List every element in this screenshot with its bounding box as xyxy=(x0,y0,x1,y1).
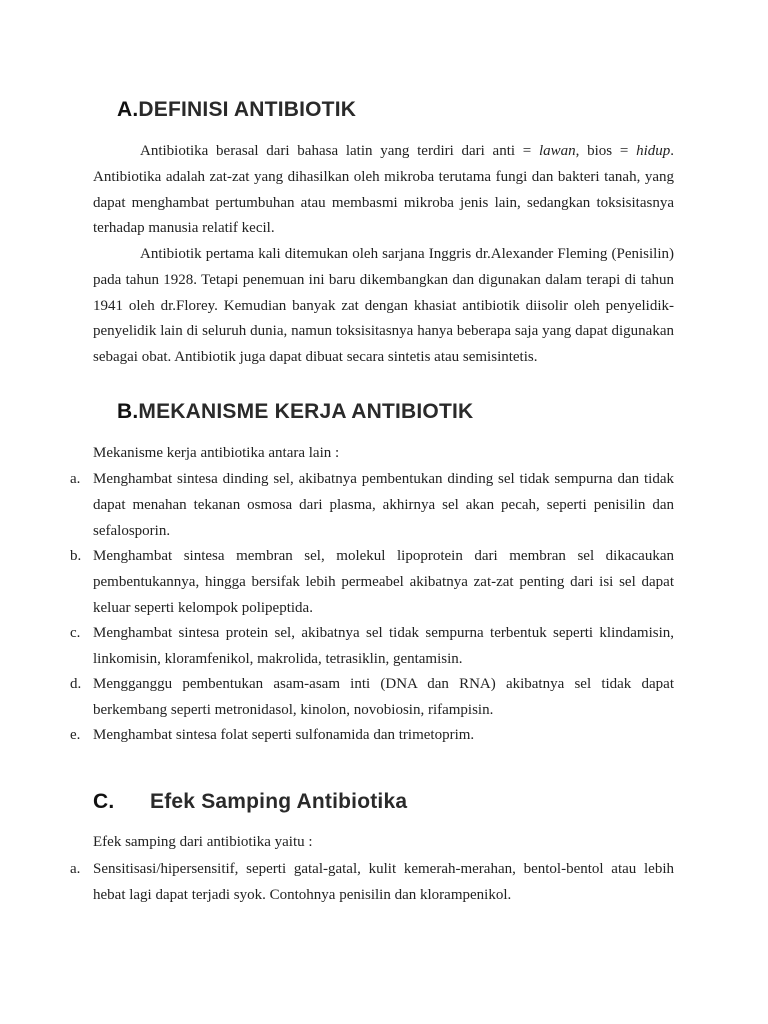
section-a-heading xyxy=(117,98,356,122)
list-item: Mengganggu pembentukan asam-asam inti (DNA dan RNA) akibatnya sel tidak dapat berkembang seperti metronidasol, kinolon, novobiosin, rifampisin. xyxy=(93,676,674,718)
section-b-prefix: B. xyxy=(117,400,139,423)
list-marker: b. xyxy=(70,548,82,564)
section-b-heading xyxy=(117,400,473,424)
list-item: Sensitisasi/hipersensitif, seperti gatal-gatal, kulit kemerah-merahan, bentol-bentol atau lebih hebat lagi dapat terjadi syok. Contohnya penisilin dan klorampenikol. xyxy=(93,861,674,903)
section-a-prefix: A. xyxy=(117,98,139,121)
section-a-title: DEFINISI ANTIBIOTIK xyxy=(138,98,357,121)
term-hidup: hidup xyxy=(636,143,671,159)
para1-text-mid: , bios = xyxy=(575,143,637,159)
list-marker: d. xyxy=(70,676,82,692)
list-marker: a. xyxy=(70,861,81,877)
list-item: Menghambat sintesa membran sel, molekul lipoprotein dari membran sel dikacaukan pembentukannya, hingga bersifak lebih permeabel akibatnya zat-zat penting dari isi sel dapat keluar seperti kelompok polipeptida. xyxy=(93,548,674,616)
para1-text-end: . Antibiotika adalah zat-zat yang dihasilkan oleh mikroba terutama fungi dan bakteri tanah, yang dapat menghambat pertumbuhan atau membasmi mikroba jenis lain, sedangkan toksisitasnya terhadap manusia relatif kecil. xyxy=(93,143,674,237)
section-c-heading xyxy=(93,790,408,814)
list-item: Menghambat sintesa dinding sel, akibatnya pembentukan dinding sel tidak sempurna dan tidak dapat menahan tekanan osmosa dari plasma, akhirnya sel akan pecah, seperti penisilin dan sefalosporin. xyxy=(93,471,674,539)
section-c-title: Efek Samping Antibiotika xyxy=(150,790,408,813)
list-marker: c. xyxy=(70,625,81,641)
list-marker: a. xyxy=(70,471,81,487)
list-item: Menghambat sintesa protein sel, akibatnya sel tidak sempurna terbentuk seperti klindamisin, linkomisin, kloramfenikol, makrolida, tetrasiklin, gentamisin. xyxy=(93,625,674,667)
section-b-intro: Mekanisme kerja antibiotika antara lain : xyxy=(93,445,340,461)
section-c-prefix: C. xyxy=(93,790,115,813)
list-marker: e. xyxy=(70,727,81,743)
section-a-paragraph-1 xyxy=(93,139,674,242)
section-a-paragraph-2: Antibiotik pertama kali ditemukan oleh sarjana Inggris dr.Alexander Fleming (Penisilin) pada tahun 1928. Tetapi penemuan ini baru dikembangkan dan digunakan dalam terapi di tahun 1941 oleh dr.Florey. Kemudian banyak zat dengan khasiat antibiotik diisolir oleh penyelidik-penyelidik lain di seluruh dunia, namun toksisitasnya hanya beberapa saja yang dapat digunakan sebagai obat. Antibiotik juga dapat dibuat secara sintetis atau semisintetis. xyxy=(93,246,674,366)
section-b-title: MEKANISME KERJA ANTIBIOTIK xyxy=(138,400,474,423)
para1-text-start: Antibiotika berasal dari bahasa latin yang terdiri dari anti = xyxy=(140,143,539,159)
term-lawan: lawan xyxy=(538,143,576,159)
list-item: Menghambat sintesa folat seperti sulfonamida dan trimetoprim. xyxy=(93,727,475,743)
section-c-intro: Efek samping dari antibiotika yaitu : xyxy=(93,834,313,850)
